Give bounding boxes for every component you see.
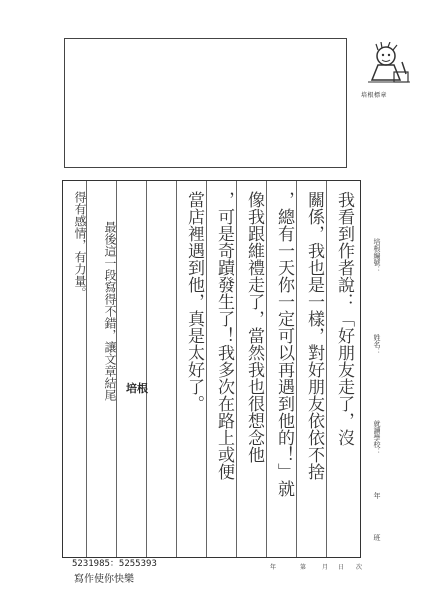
school-label: 就讀學校： [373,420,381,455]
teacher-comment-box [64,38,347,168]
grid-line [326,181,327,557]
grid-line [176,181,177,557]
grade-label: 年 [373,492,381,499]
writing-grid [62,180,361,558]
grid-line [266,181,267,557]
essay-column-4: 像我跟維禮走了，當然我也很想念他 [244,191,264,463]
essay-column-2: 關係，我也是一樣，對好朋友依依不捨 [304,191,324,480]
cartoon-child-writing-icon [366,42,412,86]
code-label: 培根編號： [373,238,381,273]
name-label: 姓名： [373,334,381,355]
footer-page: 第 [300,564,307,571]
footer-year: 年 [270,564,277,571]
footer-order: 次 [356,564,363,571]
essay-column-6: 當店裡遇到他，真是太好了。 [184,191,204,412]
essay-column-5: ，可是奇蹟發生了！我多次在路上或便 [214,191,234,480]
grid-line [296,181,297,557]
page-number: 5231985：5255393 [72,559,157,569]
logo-caption: 培根標章 [361,92,388,99]
footer-day: 日 [338,564,345,571]
footer-tagline: 寫作使你快樂 [74,574,134,585]
teacher-comment-column-2: 得有感情，有力量。 [73,191,87,299]
teacher-stamp: 培根 [126,382,148,395]
essay-column-1: 我看到作者說：「好朋友走了，沒 [334,191,354,446]
teacher-comment-column-1: 最後這一段寫得不錯，讓文章結尾 [103,221,117,401]
grid-line [236,181,237,557]
essay-column-3: ，總有一天你一定可以再遇到他的！」就 [274,191,294,497]
footer-month: 月 [322,564,329,571]
grid-line [206,181,207,557]
grid-line [146,181,147,557]
class-label: 班 [373,534,381,541]
